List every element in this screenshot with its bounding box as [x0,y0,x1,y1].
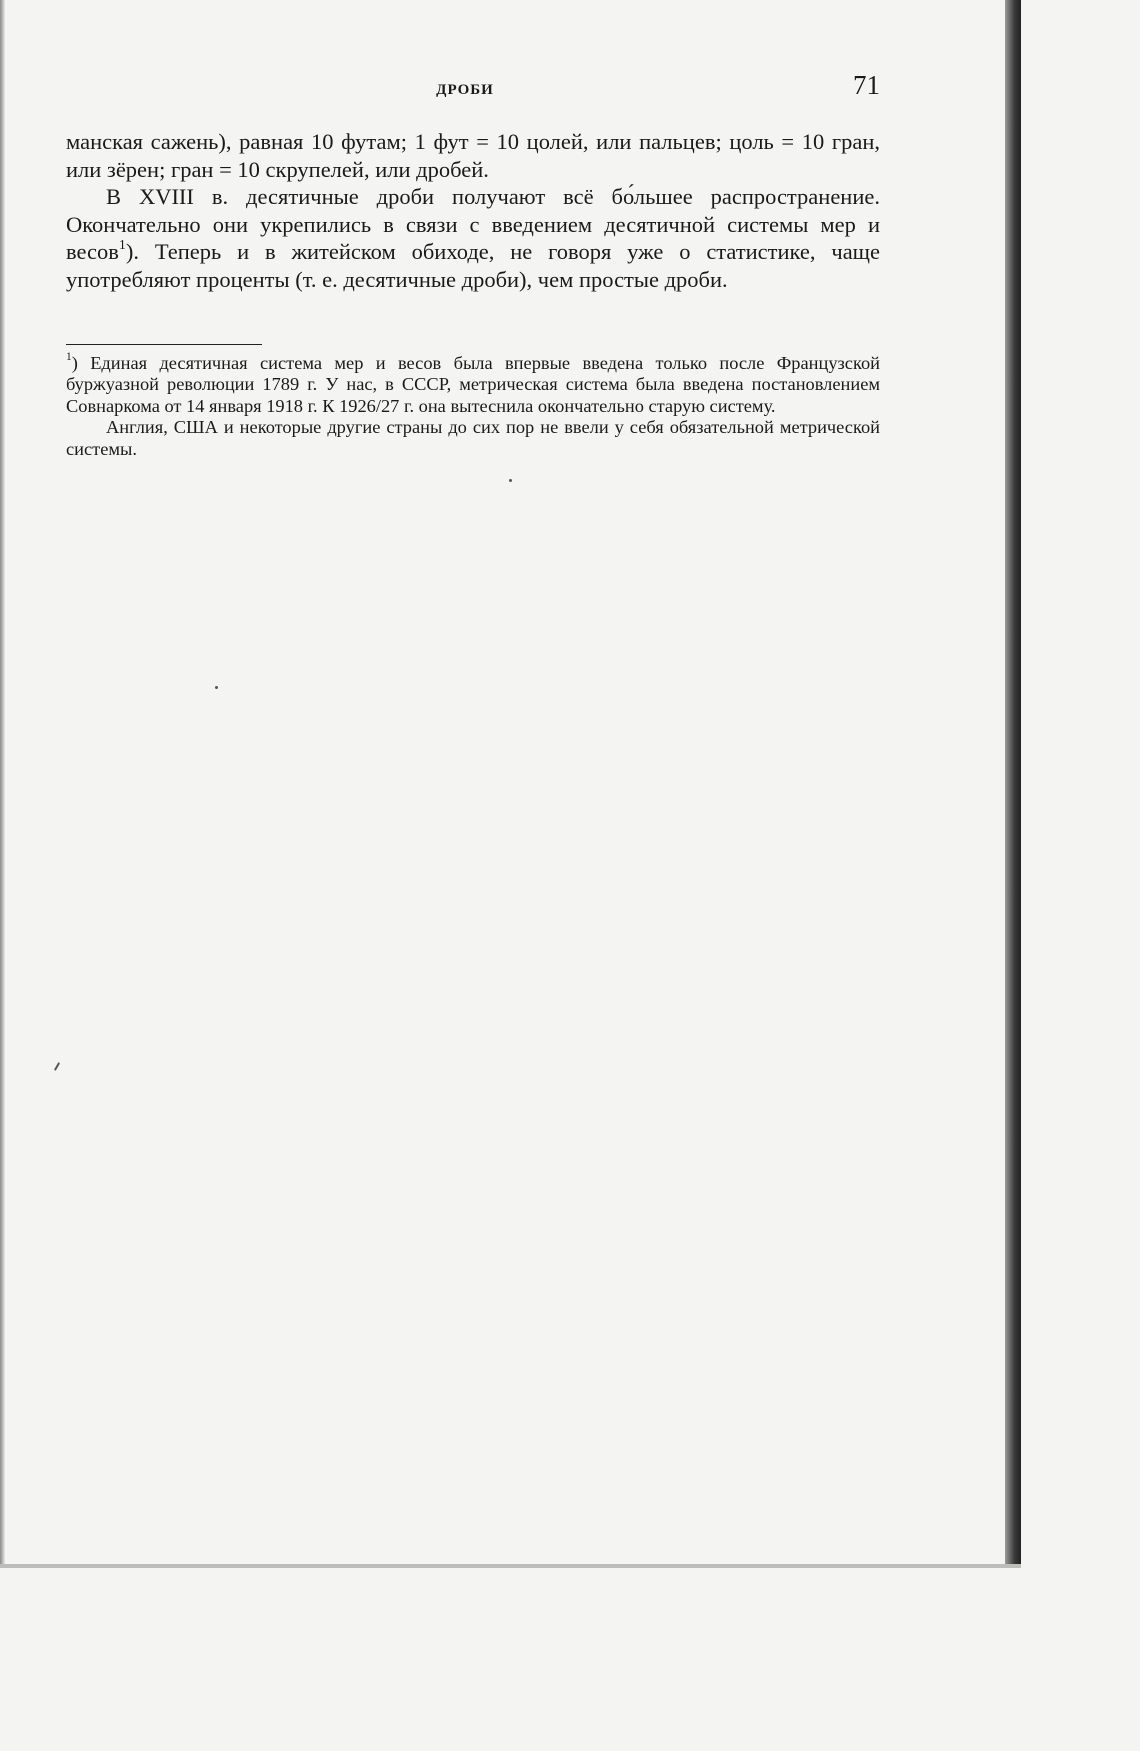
paragraph-2 [66,183,880,293]
paragraph-1: манская сажень), равная 10 футам; 1 фут = 10 цолей, или пальцев; цоль = 10 гран, или зёрен; гран = 10 скрупелей, или дробей. [66,129,880,182]
main-text [66,128,880,294]
print-speck [54,1062,60,1071]
print-speck [215,686,218,689]
print-speck [509,479,512,482]
footnote-1-text: ) Единая десятичная система мер и весов была впервые введена только после Французской буржуазной революции 1789 г. У нас, в СССР, метрическая система была введена постановлением Совнаркома от 14 января 1918 г. К 1926/27 г. она вытеснила окончательно старую систему. [66,353,880,416]
footnote-1 [66,353,880,417]
footnote-separator [66,344,262,345]
footnotes [66,353,880,460]
footnote-reference: 1 [118,237,126,253]
page-bottom-edge [0,1564,1021,1568]
footnote-mark: 1 [66,351,72,364]
running-head: ДРОБИ [436,82,494,98]
page-left-edge [0,0,5,1568]
paragraph-2-text-a: В XVIII в. десятичные дроби получают всё бо́льшее распространение. Окончательно они укрепились в связи с введением десятичной системы мер и весов [66,184,880,265]
page-number: 71 [853,70,880,100]
paragraph-2-text-b: ). Теперь и в житейском обиходе, не говоря уже о статистике, чаще употребляют проценты (т. е. десятичные дроби), чем простые дроби. [66,239,880,292]
footnote-1-continued: Англия, США и некоторые другие страны до сих пор не ввели у себя обязательной метрической системы. [66,417,880,459]
page-binding-shadow [1005,0,1021,1568]
